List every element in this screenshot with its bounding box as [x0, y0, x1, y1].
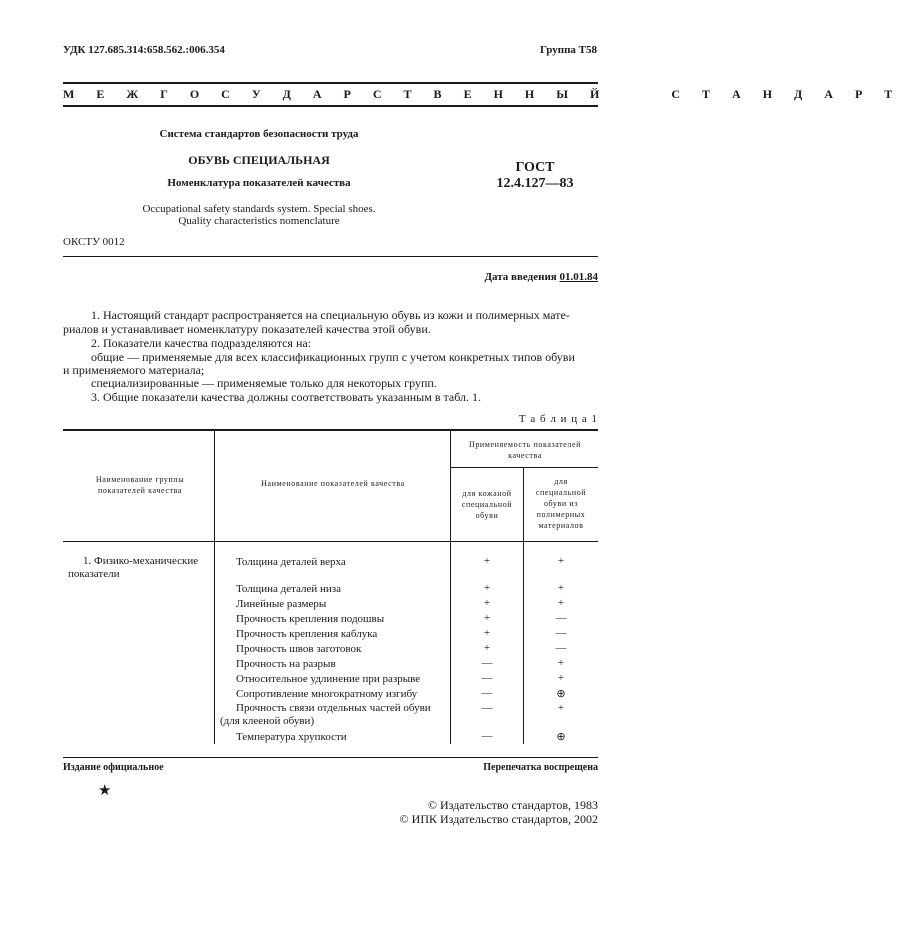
header-applicability-line2: качества [508, 451, 542, 460]
polymer-mark: ⊕ [556, 688, 566, 700]
table-header-rule [63, 541, 598, 542]
leather-mark: — [481, 730, 493, 742]
header-group-name-line2: показателей качества [97, 486, 182, 495]
leather-mark: + [483, 642, 491, 654]
document-title: ОБУВЬ СПЕЦИАЛЬНАЯ [188, 153, 330, 167]
header-group-name [70, 474, 210, 496]
gost-label: ГОСТ [515, 160, 555, 175]
star-icon: ★ [98, 783, 112, 799]
polymer-mark: + [557, 702, 565, 714]
polymer-mark: — [555, 627, 567, 639]
reprint-prohibited: Перепечатка воспрещена [483, 762, 598, 773]
paragraph-2-general-line1: общие — применяемые для всех классификационных групп с учетом конкретных типов обуви [91, 350, 575, 364]
indicator-name: Температура хрупкости [236, 731, 347, 743]
intro-date-label: Дата введения [484, 271, 557, 283]
indicator-name: Прочность связи отдельных частей обуви [236, 702, 431, 714]
paragraph-2: 2. Показатели качества подразделяются на: [91, 336, 312, 350]
indicator-name: Относительное удлинение при разрыве [236, 673, 421, 685]
header-leather-line1: для кожаной [462, 489, 512, 498]
header-leather-shoes [451, 488, 523, 521]
leather-mark: — [481, 672, 493, 684]
udk-code: УДК 127.685.314:658.562.:006.354 [63, 44, 225, 56]
header-polymer-line4: полимерных [536, 510, 586, 519]
copyright-line2: © ИПК Издательство стандартов, 2002 [399, 812, 598, 826]
polymer-mark: + [557, 582, 565, 594]
leather-mark: + [483, 627, 491, 639]
polymer-mark: + [557, 597, 565, 609]
copyright-line1: © Издательство стандартов, 1983 [427, 798, 598, 812]
group-name-line1: 1. Физико-механические [83, 555, 199, 567]
table-subheader-rule [450, 467, 598, 468]
footer-rule [63, 757, 598, 758]
table-caption: Т а б л и ц а 1 [518, 413, 598, 425]
header-group-name-line1: Наименование группы [95, 475, 185, 484]
banner-rule [63, 105, 598, 107]
table-divider-1 [214, 430, 215, 744]
interstate-standard-banner: М Е Ж Г О С У Д А Р С Т В Е Н Н Ы Й С Т А Н Д А Р Т [63, 87, 902, 101]
leather-mark: + [483, 612, 491, 624]
header-polymer-line3: обуви из [543, 499, 579, 508]
gost-number: 12.4.127—83 [496, 176, 574, 191]
group-name-line2: показатели [68, 568, 120, 580]
okstu-rule [63, 256, 598, 257]
polymer-mark: + [557, 672, 565, 684]
leather-mark: — [481, 687, 493, 699]
polymer-mark: — [555, 642, 567, 654]
leather-mark: — [481, 702, 493, 714]
indicator-name-line2: (для клееной обуви) [220, 715, 315, 727]
indicator-name: Толщина деталей верха [236, 556, 346, 568]
indicator-name: Прочность крепления каблука [236, 628, 378, 640]
leather-mark: — [481, 657, 493, 669]
group-code: Группа Т58 [539, 44, 597, 56]
indicator-name: Сопротивление многократному изгибу [236, 688, 418, 700]
header-polymer-shoes [524, 476, 598, 531]
indicator-name: Линейные размеры [236, 598, 327, 610]
english-title-line1: Occupational safety standards system. Special shoes. [142, 203, 376, 215]
polymer-mark: + [557, 555, 565, 567]
document-subtitle: Номенклатура показателей качества [167, 177, 351, 189]
paragraph-1-line1: 1. Настоящий стандарт распространяется на специальную обувь из кожи и полимерных мате- [91, 308, 570, 322]
leather-mark: + [483, 555, 491, 567]
intro-date [380, 271, 598, 283]
indicator-name: Прочность на разрыв [236, 658, 336, 670]
header-polymer-line1: для [554, 477, 568, 486]
leather-mark: + [483, 582, 491, 594]
polymer-mark: — [555, 612, 567, 624]
header-polymer-line5: материалов [538, 521, 584, 530]
intro-date-value: 01.01.84 [559, 271, 598, 283]
indicator-name: Толщина деталей низа [236, 583, 342, 595]
polymer-mark: + [557, 657, 565, 669]
table-divider-2 [450, 430, 451, 744]
system-title: Система стандартов безопасности труда [159, 128, 359, 140]
paragraph-2-specialized: специализированные — применяемые только для некоторых групп. [91, 376, 437, 390]
polymer-mark: ⊕ [556, 731, 566, 743]
english-title-line2: Quality characteristics nomenclature [178, 215, 340, 227]
paragraph-1-line2: риалов и устанавливает номенклатуру показателей качества этой обуви. [63, 322, 431, 336]
table-top-rule [63, 429, 598, 431]
header-indicator-name: Наименование показателей качества [261, 479, 405, 488]
official-edition: Издание официальное [63, 762, 164, 773]
header-leather-line2: специальной [461, 500, 513, 509]
paragraph-2-general-line2: и применяемого материала; [63, 363, 205, 377]
okstu-code: ОКСТУ 0012 [63, 236, 125, 248]
header-applicability [452, 439, 598, 461]
header-applicability-line1: Применяемость показателей [468, 440, 582, 449]
header-polymer-line2: специальной [535, 488, 587, 497]
top-rule [63, 82, 598, 84]
paragraph-3: 3. Общие показатели качества должны соответствовать указанным в табл. 1. [91, 390, 481, 404]
indicator-name: Прочность швов заготовок [236, 643, 362, 655]
header-leather-line3: обуви [475, 511, 499, 520]
indicator-name: Прочность крепления подошвы [236, 613, 385, 625]
leather-mark: + [483, 597, 491, 609]
